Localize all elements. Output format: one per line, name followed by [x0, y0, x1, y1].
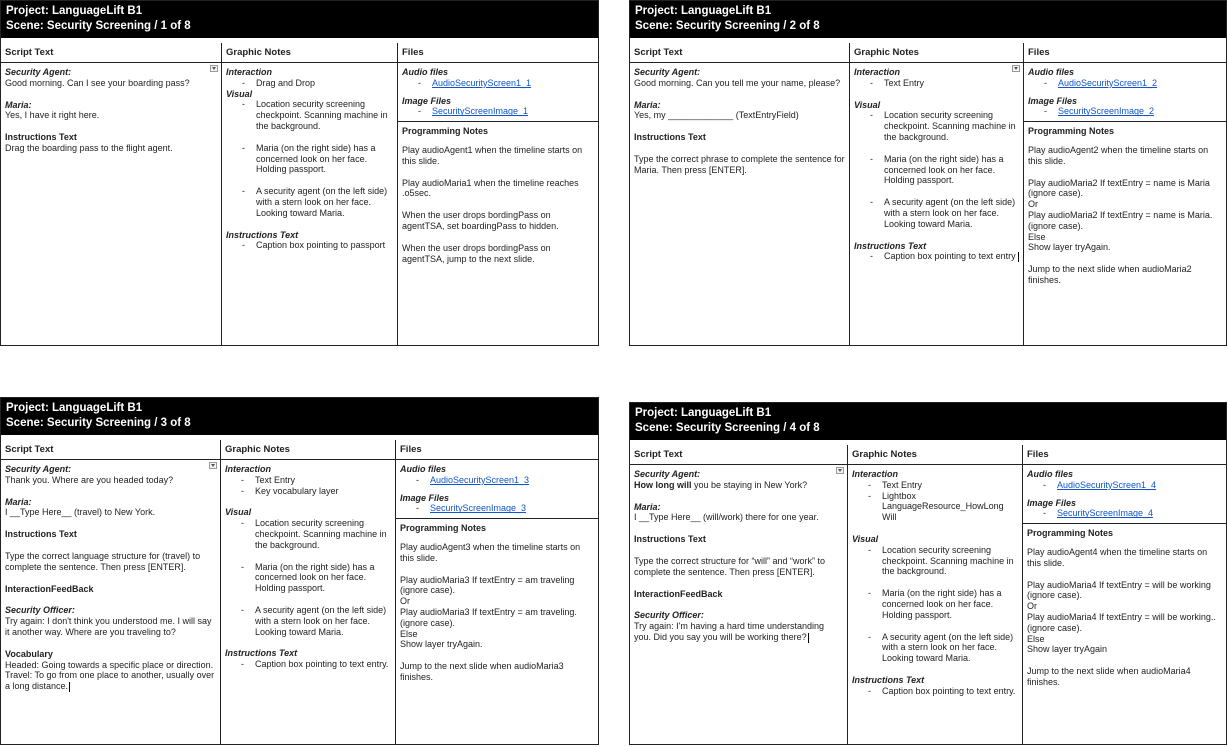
dropdown-toggle-icon[interactable]	[1012, 65, 1020, 72]
maria-label: Maria:	[5, 99, 32, 110]
programming-note: Jump to the next slide when audioMaria2 finishes.	[1028, 264, 1192, 285]
agent-line-rest: you be staying in New York?	[691, 479, 808, 490]
vocabulary-item: Travel: To go from one place to another, usually over a long distance.	[5, 670, 215, 692]
programming-note: Play audioAgent1 when the timeline starts on this slide.	[402, 144, 583, 166]
files-column-header: Files	[398, 43, 598, 63]
agent-label: Security Agent:	[634, 67, 701, 77]
visual-item: - A security agent (on the left side) with a stern look on her face. Looking toward Maria.	[868, 632, 1018, 664]
instructions-text: Type the correct phrase to complete the sentence for Maria. Then press [ENTER].	[634, 153, 845, 175]
programming-note: Play audioMaria3 If textEntry = am traveling (ignore case). Or Play audioMaria3 If textEntry = am traveling. (ignore case). Else Show layer tryAgain.	[400, 574, 577, 650]
image-files-label: Image Files	[1027, 497, 1077, 508]
script-column-header: Script Text	[630, 43, 849, 63]
dropdown-toggle-icon[interactable]	[836, 467, 844, 474]
text-cursor	[1018, 252, 1019, 262]
project-title: Project: LanguageLift B1	[6, 5, 143, 17]
card-header	[630, 1, 1226, 38]
graphic-column-header: Graphic Notes	[222, 43, 397, 63]
image-files-label: Image Files	[400, 492, 450, 503]
instructions-text-label: Instructions Text	[852, 674, 925, 685]
agent-line-emphasis: How long will	[634, 479, 692, 490]
visual-label: Visual	[852, 533, 879, 544]
visual-item: - Maria (on the right side) has a concerned look on her face. Holding passport.	[241, 562, 391, 594]
audio-files-label: Audio files	[400, 464, 447, 474]
audio-files-label: Audio files	[402, 67, 449, 77]
interaction-label: Interaction	[854, 67, 901, 77]
programming-note: When the user drops bordingPass on agentTSA, jump to the next slide.	[402, 242, 551, 264]
officer-line: Try again: I don't think you understood me. I will say it another way. Where are you traveling to?	[5, 616, 212, 637]
audio-file-link[interactable]: AudioSecurityScreen1_1	[432, 77, 532, 88]
visual-label: Visual	[854, 99, 881, 110]
maria-line: Yes, I have it right here.	[5, 110, 100, 121]
scene-title: Scene: Security Screening / 3 of 8	[6, 417, 191, 429]
vocabulary-item: Headed: Going towards a specific place or direction.	[5, 659, 214, 670]
instructions-item: - Caption box pointing to text entry.	[868, 686, 1018, 697]
script-column	[630, 445, 847, 744]
maria-line: Yes, my _____________ (TextEntryField)	[634, 110, 799, 121]
script-column	[1, 440, 220, 744]
image-files-label: Image Files	[402, 95, 452, 106]
programming-notes-heading: Programming Notes	[400, 523, 487, 534]
project-title: Project: LanguageLift B1	[635, 5, 772, 17]
instructions-item: - Caption box pointing to text entry.	[241, 659, 391, 670]
graphic-column-header: Graphic Notes	[848, 445, 1022, 465]
programming-note: When the user drops bordingPass on agentTSA, set boardingPass to hidden.	[402, 210, 559, 231]
interaction-item: - Text Entry	[868, 480, 1018, 491]
image-file-link[interactable]: SecurityScreenImage_2	[1058, 106, 1155, 117]
interaction-item: - Drag and Drop	[242, 78, 393, 89]
image-file-link[interactable]: SecurityScreenImage_3	[430, 503, 527, 514]
visual-item: - Location security screening checkpoint. Scanning machine in the background.	[241, 518, 391, 550]
visual-label: Visual	[225, 507, 252, 518]
image-files-label: Image Files	[1028, 95, 1078, 106]
visual-label: Visual	[226, 88, 253, 99]
instructions-text: Type the correct language structure for (travel) to complete the sentence. Then press [ENTER].	[5, 550, 201, 572]
audio-file-link[interactable]: AudioSecurityScreen1_2	[1058, 77, 1158, 88]
visual-item: - A security agent (on the left side) with a stern look on her face. Looking toward Maria.	[870, 197, 1019, 229]
script-column-header: Script Text	[1, 440, 220, 460]
agent-label: Security Agent:	[5, 67, 72, 77]
visual-item: - Maria (on the right side) has a concerned look on her face. Holding passport.	[868, 588, 1018, 620]
image-file-link[interactable]: SecurityScreenImage_4	[1057, 508, 1154, 519]
instructions-text-label: Instructions Text	[225, 648, 298, 659]
instructions-text-label: Instructions Text	[854, 240, 927, 251]
graphic-column	[221, 43, 397, 345]
programming-notes-heading: Programming Notes	[1027, 528, 1114, 539]
instructions-text-label: Instructions Text	[226, 229, 299, 240]
script-column-header: Script Text	[1, 43, 221, 63]
files-column	[1023, 43, 1226, 345]
audio-files-label: Audio files	[1027, 469, 1074, 479]
agent-line	[634, 480, 843, 491]
visual-item: - A security agent (on the left side) with a stern look on her face. Looking toward Maria.	[241, 605, 391, 637]
files-column	[1022, 445, 1226, 744]
programming-note: Play audioMaria1 when the timeline reaches .o5sec.	[402, 177, 579, 199]
text-cursor	[69, 682, 70, 692]
visual-item: - A security agent (on the left side) with a stern look on her face. Looking toward Maria.	[242, 186, 393, 218]
interaction-label: Interaction	[225, 464, 272, 474]
scene-title: Scene: Security Screening / 1 of 8	[6, 20, 191, 32]
scene-title: Scene: Security Screening / 2 of 8	[635, 20, 820, 32]
programming-note: Play audioAgent4 when the timeline starts on this slide.	[1027, 546, 1208, 568]
audio-files-label: Audio files	[1028, 67, 1075, 77]
slide-card-3	[0, 397, 599, 745]
script-column-header: Script Text	[630, 445, 847, 465]
instructions-text: Drag the boarding pass to the flight agent.	[5, 142, 173, 153]
slide-card-2	[629, 0, 1227, 346]
agent-line: Good morning. Can I see your boarding pass?	[5, 77, 190, 88]
files-column	[397, 43, 598, 345]
graphic-column	[220, 440, 395, 744]
slide-card-4	[629, 402, 1227, 745]
maria-line: I __Type Here__ (travel) to New York.	[5, 507, 156, 518]
agent-label: Security Agent:	[634, 469, 701, 479]
files-column	[395, 440, 598, 744]
agent-label: Security Agent:	[5, 464, 72, 474]
programming-notes-heading: Programming Notes	[1028, 126, 1115, 137]
text-cursor	[808, 633, 809, 643]
visual-item: - Location security screening checkpoint. Scanning machine in the background.	[242, 99, 393, 131]
instructions-heading: Instructions Text	[634, 534, 706, 545]
maria-label: Maria:	[5, 496, 32, 507]
interaction-label: Interaction	[852, 469, 899, 479]
vocabulary-heading: Vocabulary	[5, 648, 53, 659]
programming-note: Jump to the next slide when audioMaria4 finishes.	[1027, 666, 1191, 687]
graphic-column-header: Graphic Notes	[221, 440, 395, 460]
files-column-header: Files	[1023, 445, 1226, 465]
programming-note: Jump to the next slide when audioMaria3 finishes.	[400, 661, 564, 682]
feedback-heading: InteractionFeedBack	[5, 583, 94, 594]
officer-label: Security Officer:	[634, 610, 704, 621]
instructions-heading: Instructions Text	[5, 529, 77, 540]
graphic-column-header: Graphic Notes	[850, 43, 1023, 63]
programming-note: Play audioAgent3 when the timeline starts on this slide.	[400, 541, 581, 563]
project-title: Project: LanguageLift B1	[635, 407, 772, 419]
slide-card-1	[0, 0, 599, 346]
maria-line: I __Type Here__ (will/work) there for one year.	[634, 512, 819, 523]
files-column-header: Files	[1024, 43, 1226, 63]
audio-file-link[interactable]: AudioSecurityScreen1_3	[430, 474, 530, 485]
dropdown-toggle-icon[interactable]	[210, 65, 218, 72]
programming-notes-heading: Programming Notes	[402, 126, 489, 137]
visual-item: - Maria (on the right side) has a concerned look on her face. Holding passport.	[870, 154, 1019, 186]
officer-line: Try again: I'm having a hard time understanding you. Did you say you will be working there?	[634, 621, 824, 642]
interaction-label: Interaction	[226, 67, 273, 77]
agent-line: Good morning. Can you tell me your name, please?	[634, 77, 841, 88]
visual-item: - Maria (on the right side) has a concerned look on her face. Holding passport.	[242, 143, 393, 175]
dropdown-toggle-icon[interactable]	[209, 462, 217, 469]
graphic-column	[849, 43, 1023, 345]
script-column	[630, 43, 849, 345]
programming-note: Play audioAgent2 when the timeline starts on this slide.	[1028, 144, 1209, 166]
interaction-item: - Key vocabulary layer	[241, 486, 391, 497]
agent-line: Thank you. Where are you headed today?	[5, 474, 174, 485]
feedback-heading: InteractionFeedBack	[634, 588, 723, 599]
project-title: Project: LanguageLift B1	[6, 402, 143, 414]
visual-item: - Location security screening checkpoint. Scanning machine in the background.	[868, 545, 1018, 577]
maria-label: Maria:	[634, 501, 661, 512]
instructions-heading: Instructions Text	[5, 132, 77, 143]
card-header	[630, 403, 1226, 440]
audio-file-link[interactable]: AudioSecurityScreen1_4	[1057, 479, 1157, 490]
scene-title: Scene: Security Screening / 4 of 8	[635, 422, 820, 434]
script-column	[1, 43, 221, 345]
instructions-text: Type the correct structure for “will” and “work” to complete the sentence. Then press [ENTER].	[634, 555, 826, 577]
interaction-item: - Text Entry	[870, 78, 1019, 89]
graphic-column	[847, 445, 1022, 744]
officer-label: Security Officer:	[5, 605, 75, 616]
programming-note: Play audioMaria4 If textEntry = will be working (ignore case). Or Play audioMaria4 If textEntry = will be working.. (ignore case). Else Show layer tryAgain	[1027, 579, 1216, 655]
instructions-item: - Caption box pointing to passport	[242, 240, 393, 251]
interaction-item: - Lightbox LanguageResource_HowLong Will	[868, 491, 1018, 523]
instructions-heading: Instructions Text	[634, 132, 706, 143]
files-column-header: Files	[396, 440, 598, 460]
maria-label: Maria:	[634, 99, 661, 110]
instructions-item: Caption box pointing to text entry	[884, 251, 1016, 262]
card-header	[1, 1, 598, 38]
interaction-item: - Text Entry	[241, 475, 391, 486]
image-file-link[interactable]: SecurityScreenImage_1	[432, 106, 529, 117]
programming-note: Play audioMaria2 If textEntry = name is Maria (ignore case). Or Play audioMaria2 If textEntry = name is Maria. (ignore case). Else Show layer tryAgain.	[1028, 177, 1213, 253]
card-header	[1, 398, 598, 435]
visual-item: - Location security screening checkpoint. Scanning machine in the background.	[870, 110, 1019, 142]
